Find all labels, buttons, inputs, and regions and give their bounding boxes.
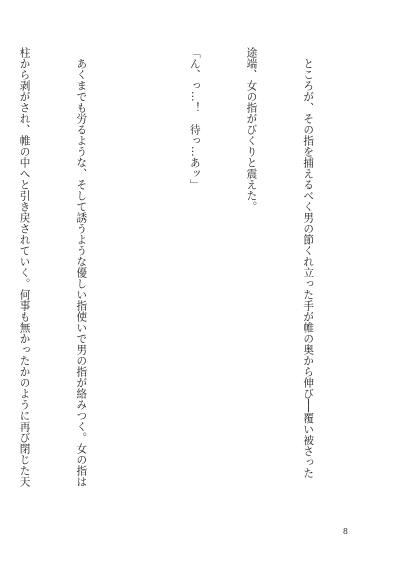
text-line: 途端、女の指がびくりと震えた。 [245,47,258,212]
text-line: ところが、その指を捕えるべく男の節くれ立った手が帷の奥から伸び──覆い被さった [302,47,315,479]
blank-line [128,47,147,502]
text-line: あくまでも労るような、そして誘うような優しい指使いで男の指が絡みつく。女の指は [75,47,88,487]
vertical-text-body [0,47,355,502]
dialogue-line: 「ん、っ…！ 待っ…あッ」 [188,47,201,190]
page-number: 8 [342,527,348,536]
text-line: 柱から剥がされ、帷の中へと引き戻されていく。何事も無かったかのように再び閉じた天 [18,47,31,487]
